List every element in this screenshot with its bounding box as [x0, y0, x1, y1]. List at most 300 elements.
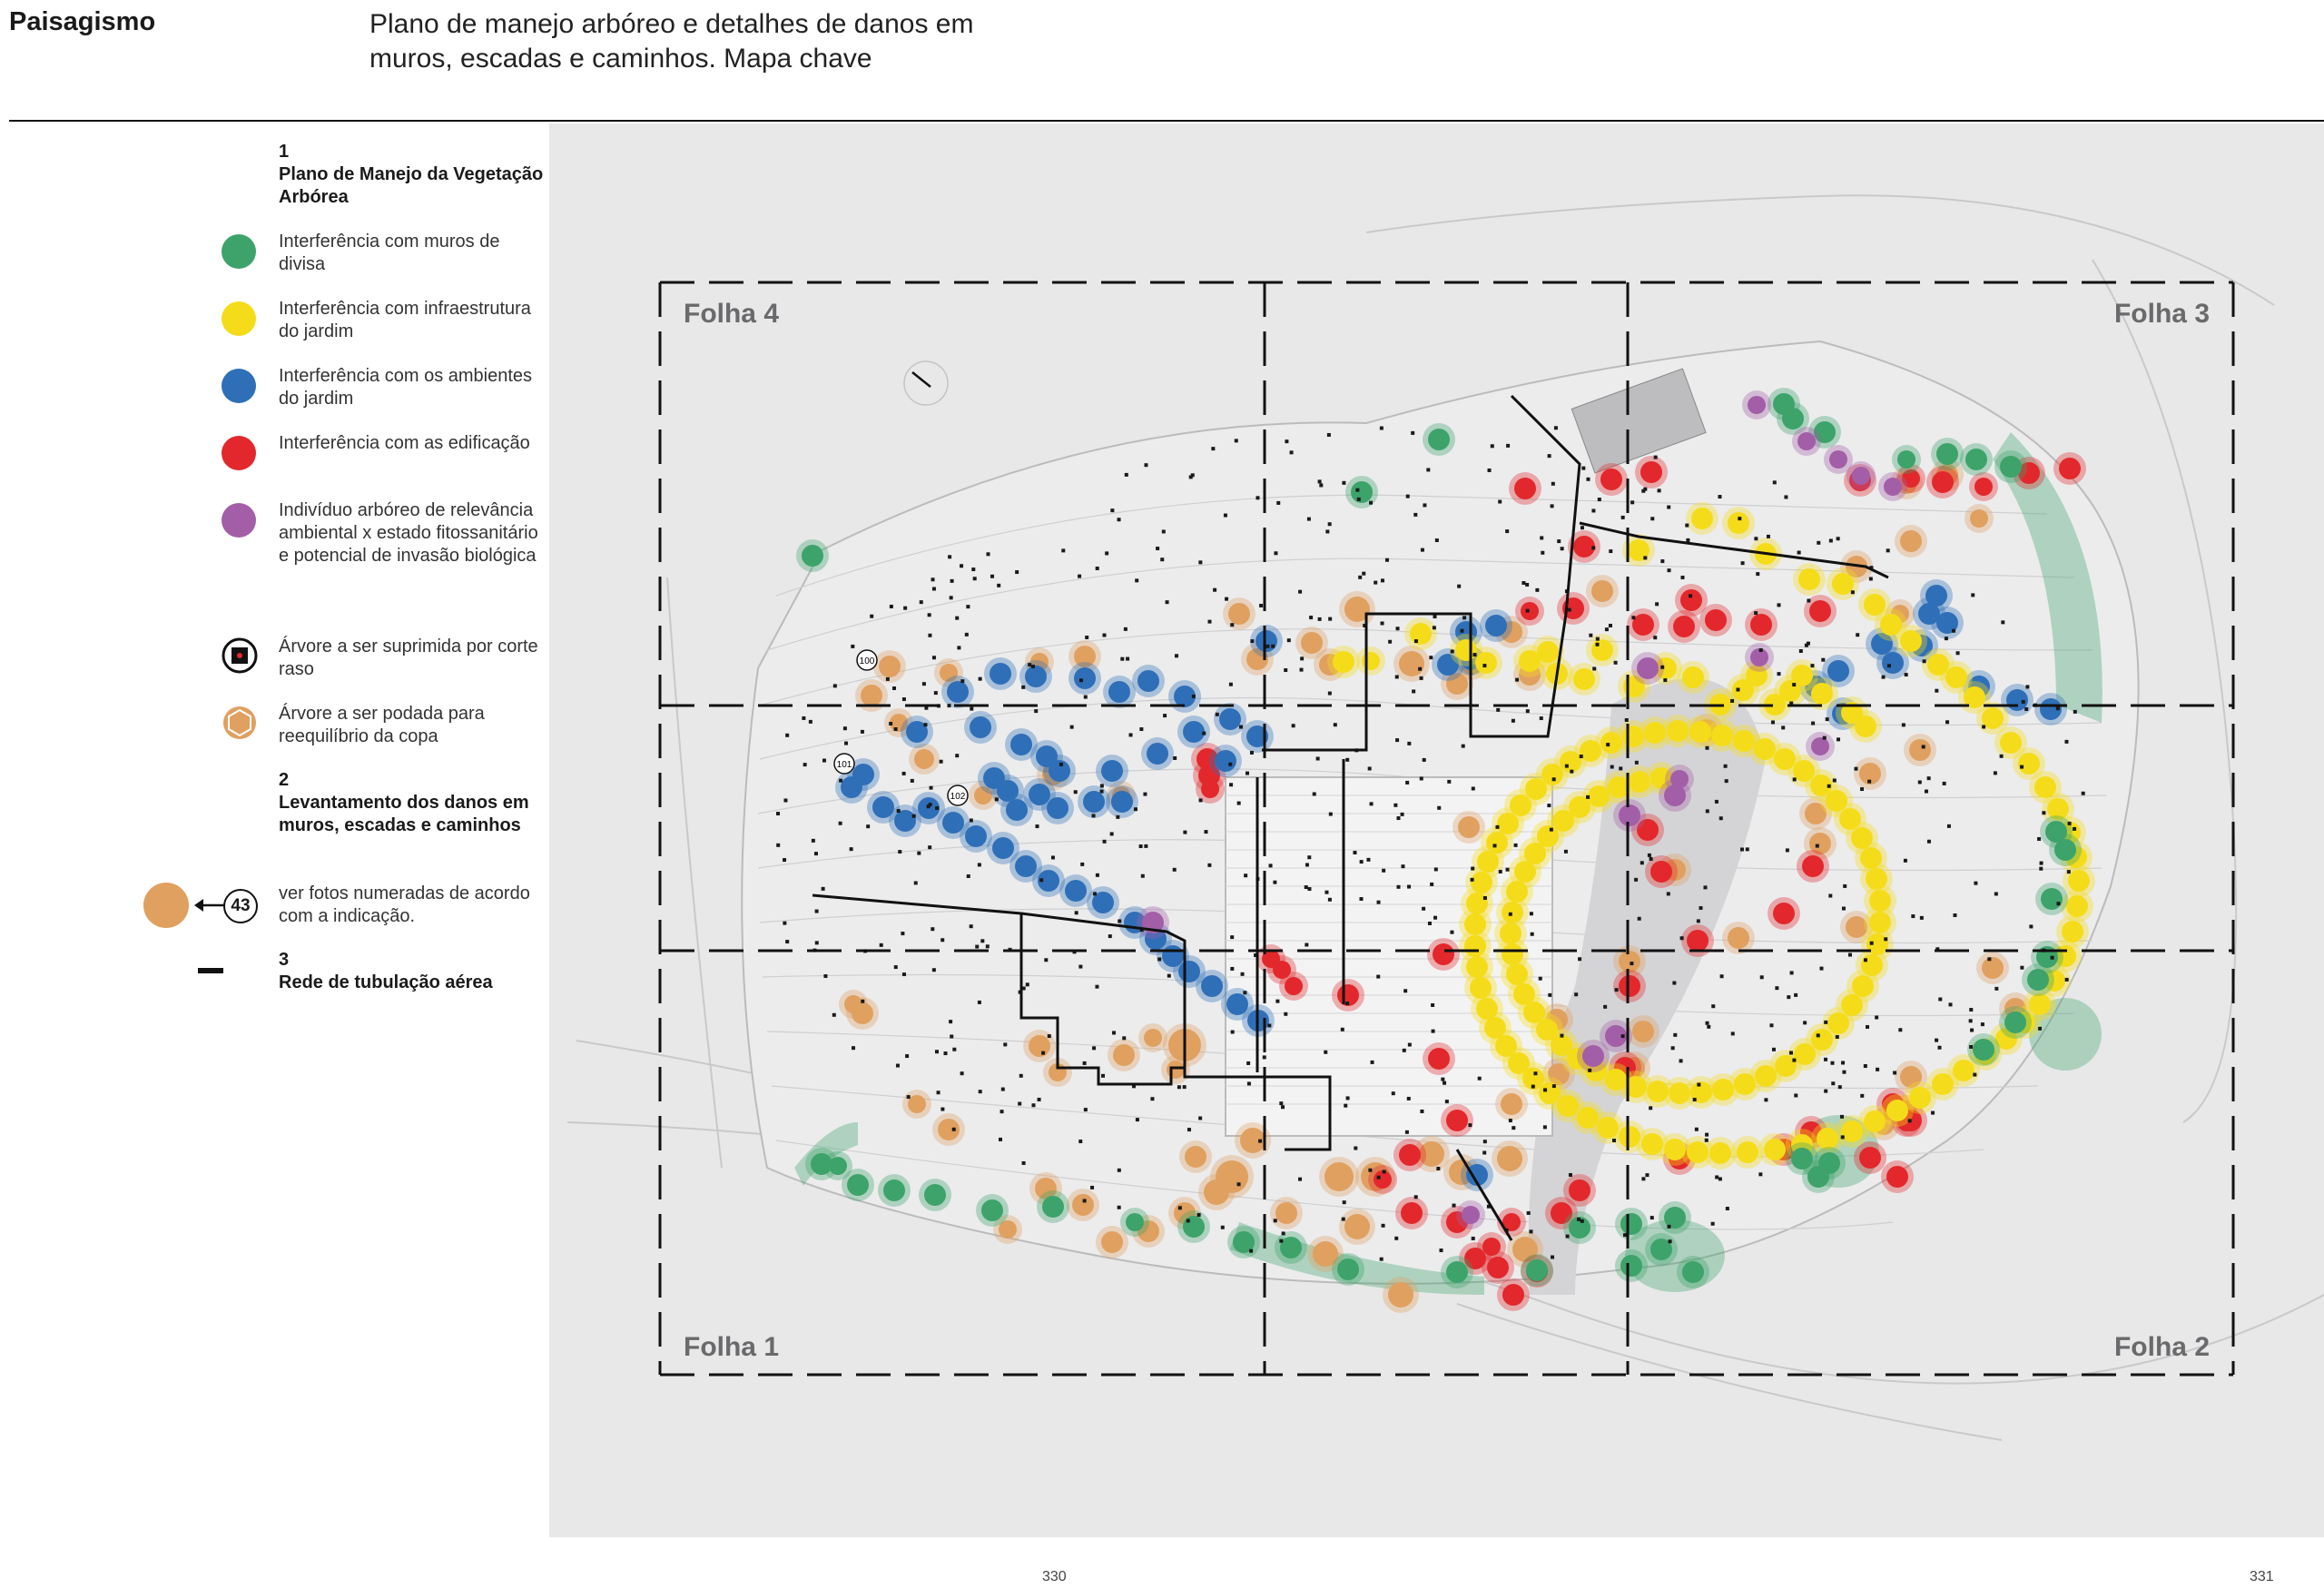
tree-symbol — [1429, 656, 1433, 659]
tree-symbol — [1411, 431, 1414, 435]
tree-marker — [1817, 1128, 1838, 1150]
tree-symbol — [1269, 864, 1273, 867]
tree-symbol — [1581, 467, 1585, 470]
tree-symbol — [1660, 666, 1664, 669]
tree-marker — [1637, 657, 1659, 679]
tree-symbol — [1695, 1128, 1699, 1131]
tree-symbol — [1015, 570, 1019, 574]
tree-symbol — [930, 786, 933, 790]
tree-marker — [1827, 660, 1849, 682]
tree-symbol — [1345, 758, 1349, 762]
tree-symbol — [1823, 736, 1827, 740]
tree-symbol — [1521, 581, 1525, 585]
tree-symbol — [1956, 651, 1960, 655]
tree-marker — [1811, 683, 1833, 705]
tree-symbol — [1274, 551, 1277, 555]
tree-symbol — [1287, 638, 1291, 642]
tree-symbol — [1177, 1085, 1181, 1089]
tree-marker — [1083, 791, 1105, 813]
tree-marker — [965, 825, 987, 847]
tree-marker — [1126, 1213, 1144, 1231]
tree-symbol — [971, 568, 975, 571]
tree-symbol — [1435, 538, 1439, 542]
tree-marker — [1900, 630, 1922, 652]
tree-symbol — [1031, 1103, 1035, 1107]
tree-symbol — [1509, 913, 1512, 916]
tree-symbol — [1085, 636, 1088, 639]
tree-symbol — [1471, 867, 1474, 871]
tree-symbol — [1110, 832, 1114, 835]
tree-symbol — [1715, 1175, 1718, 1179]
tree-symbol — [1274, 1219, 1277, 1222]
tree-removal-icon — [222, 637, 258, 674]
tree-symbol — [1144, 844, 1147, 848]
tree-marker — [1620, 1213, 1642, 1235]
tree-marker — [1632, 1021, 1654, 1042]
tree-symbol — [2038, 1027, 2042, 1031]
tree-marker — [1882, 652, 1904, 674]
tree-symbol — [889, 722, 892, 725]
tree-symbol — [1693, 1098, 1697, 1101]
tree-marker — [1351, 481, 1373, 503]
tree-symbol — [1754, 611, 1758, 615]
tree-symbol — [1160, 558, 1164, 561]
tree-pruning-icon — [222, 705, 258, 741]
tree-symbol — [1482, 1150, 1486, 1154]
legend-orange-dot — [143, 883, 189, 928]
tree-symbol — [1554, 426, 1558, 429]
tree-symbol — [978, 863, 981, 866]
legend-yellow-dot — [222, 301, 256, 336]
tree-symbol — [822, 759, 826, 763]
tree-marker — [914, 749, 934, 769]
tree-symbol — [1228, 763, 1232, 766]
tree-symbol — [1173, 868, 1177, 872]
tree-symbol — [1207, 864, 1211, 867]
tree-symbol — [944, 1051, 948, 1055]
tree-symbol — [1738, 517, 1741, 520]
tree-marker — [1228, 603, 1250, 625]
tree-symbol — [1430, 883, 1433, 886]
tree-symbol — [852, 1046, 855, 1050]
tree-symbol — [1382, 869, 1385, 873]
tree-symbol — [1452, 1204, 1456, 1208]
tree-symbol — [1483, 896, 1487, 900]
tree-symbol — [2025, 685, 2029, 688]
tree-marker — [1111, 791, 1133, 813]
tree-marker — [1750, 614, 1772, 636]
tree-symbol — [1343, 1200, 1346, 1204]
tree-symbol — [1569, 1173, 1572, 1177]
tree-symbol — [970, 818, 973, 822]
tree-symbol — [1592, 666, 1596, 670]
tree-marker — [992, 837, 1014, 859]
tree-symbol — [1100, 790, 1104, 794]
tree-symbol — [1358, 576, 1362, 579]
tree-symbol — [1759, 648, 1763, 652]
tree-symbol — [785, 940, 789, 943]
page-number-right: 331 — [2250, 1569, 2274, 1584]
tree-symbol — [1432, 1030, 1435, 1033]
tree-symbol — [1614, 661, 1618, 665]
tree-symbol — [1707, 1025, 1710, 1029]
tree-symbol — [935, 806, 939, 810]
tree-symbol — [1126, 657, 1129, 661]
tree-symbol — [1298, 590, 1302, 594]
tree-symbol — [1396, 627, 1400, 630]
tree-symbol — [1191, 473, 1195, 477]
tree-symbol — [2051, 956, 2054, 960]
tree-symbol — [1276, 501, 1280, 505]
tree-symbol — [902, 972, 906, 976]
tree-symbol — [952, 1128, 956, 1131]
tree-marker — [990, 663, 1011, 685]
tree-symbol — [1120, 657, 1124, 661]
tree-symbol — [1324, 1051, 1327, 1054]
page-number-left: 330 — [1042, 1569, 1067, 1584]
legend-item-green: Interferência com muros de divisa — [279, 232, 500, 274]
tree-symbol — [1198, 1117, 1202, 1120]
tree-marker — [1502, 1284, 1524, 1306]
tree-marker — [1015, 855, 1037, 877]
tree-symbol — [1655, 602, 1659, 606]
tree-symbol — [1369, 501, 1373, 505]
tree-marker — [1918, 603, 1940, 625]
tree-symbol — [1018, 1102, 1021, 1106]
tree-symbol — [1530, 912, 1533, 915]
tree-marker — [1337, 1258, 1359, 1280]
tree-symbol — [1672, 982, 1676, 985]
small-label-101 — [834, 754, 854, 774]
tree-symbol — [1947, 824, 1951, 828]
tree-symbol — [2000, 755, 2004, 758]
tree-symbol — [1552, 1084, 1556, 1088]
tree-symbol — [922, 682, 926, 686]
tree-symbol — [1938, 1046, 1942, 1050]
page-title: Plano de manejo arbóreo e detalhes de danos em muros, escadas e caminhos. Mapa chave — [369, 9, 974, 74]
tree-symbol — [947, 704, 950, 707]
tree-symbol — [1884, 937, 1887, 941]
tree-symbol — [1663, 678, 1667, 682]
tree-marker — [841, 776, 862, 798]
tree-symbol — [1851, 590, 1855, 594]
tree-symbol — [1237, 802, 1241, 805]
tree-symbol — [1767, 535, 1770, 538]
tree-symbol — [1376, 975, 1380, 979]
tree-symbol — [935, 1050, 939, 1053]
tree-marker — [1691, 508, 1713, 529]
tree-symbol — [783, 858, 786, 862]
tree-marker — [1728, 927, 1749, 949]
tree-symbol — [1860, 787, 1864, 791]
legend-group3-number: 3 — [279, 950, 290, 970]
tree-symbol — [940, 938, 944, 942]
tree-symbol — [1096, 567, 1099, 570]
tree-symbol — [1811, 722, 1815, 725]
tree-symbol — [1794, 993, 1797, 997]
tree-marker — [1970, 509, 1988, 528]
tree-symbol — [2068, 822, 2072, 825]
tree-marker — [1884, 478, 1902, 496]
tree-symbol — [1505, 529, 1509, 533]
tree-symbol — [1777, 672, 1781, 676]
tree-symbol — [1316, 756, 1320, 760]
tree-symbol — [1840, 1115, 1844, 1119]
tree-symbol — [1405, 781, 1409, 785]
tree-symbol — [1971, 593, 1974, 597]
tree-symbol — [1328, 617, 1332, 621]
tree-symbol — [861, 730, 864, 734]
tree-symbol — [1621, 516, 1625, 519]
tree-symbol — [1451, 649, 1454, 653]
tree-symbol — [1491, 444, 1494, 448]
tree-symbol — [1420, 1110, 1423, 1113]
tree-symbol — [1680, 936, 1684, 940]
legend-photo-text: ver fotos numeradas de acordo com a indicação. — [279, 883, 530, 926]
tree-marker — [1973, 1039, 1994, 1061]
tree-symbol — [1139, 844, 1143, 848]
tree-symbol — [1401, 864, 1404, 868]
tree-symbol — [1821, 658, 1825, 662]
tree-symbol — [1635, 761, 1639, 765]
tree-marker — [1620, 1255, 1642, 1277]
tree-marker — [1147, 743, 1168, 765]
tree-marker — [1569, 1179, 1590, 1201]
tree-marker — [1183, 1216, 1205, 1238]
tree-symbol — [1300, 668, 1304, 672]
tree-marker — [1974, 478, 1993, 496]
tree-symbol — [1841, 1061, 1845, 1064]
tree-symbol — [1342, 1218, 1345, 1221]
tree-symbol — [932, 587, 936, 590]
tree-symbol — [2020, 765, 2024, 769]
tree-symbol — [1093, 892, 1097, 895]
tree-symbol — [1969, 1008, 1973, 1012]
tree-symbol — [1860, 1094, 1864, 1098]
tree-marker — [1047, 797, 1068, 819]
tree-symbol — [1078, 1140, 1082, 1143]
tree-marker — [1687, 930, 1709, 952]
tree-symbol — [1370, 802, 1374, 805]
tree-symbol — [1392, 1091, 1395, 1095]
tree-symbol — [1246, 772, 1249, 775]
tree-symbol — [1318, 617, 1322, 621]
tree-marker — [1936, 443, 1958, 465]
tree-symbol — [1496, 708, 1500, 712]
tree-marker — [1144, 1029, 1162, 1047]
tree-symbol — [1589, 634, 1592, 637]
tree-symbol — [1197, 1213, 1201, 1217]
tree-symbol — [1230, 623, 1234, 627]
tree-marker — [1072, 1194, 1094, 1216]
tree-symbol — [1092, 814, 1096, 817]
sheet-label-folha-1: Folha 1 — [684, 1332, 780, 1362]
tree-symbol — [1703, 885, 1707, 889]
tree-symbol — [1204, 830, 1207, 834]
tree-symbol — [1829, 538, 1833, 542]
tree-symbol — [1134, 807, 1137, 811]
tree-symbol — [1105, 551, 1108, 555]
tree-symbol — [1689, 594, 1692, 597]
tree-symbol — [923, 723, 927, 726]
tree-symbol — [870, 615, 873, 618]
tree-symbol — [1630, 962, 1633, 965]
tree-symbol — [1175, 654, 1178, 657]
tree-symbol — [1923, 659, 1926, 663]
tree-symbol — [1166, 600, 1169, 604]
tree-symbol — [1725, 779, 1728, 783]
tree-symbol — [1603, 1005, 1607, 1009]
tree-symbol — [1515, 678, 1519, 682]
tree-symbol — [1478, 1077, 1482, 1081]
tree-symbol — [1902, 723, 1905, 726]
tree-symbol — [980, 939, 984, 943]
tree-symbol — [970, 707, 973, 711]
tree-symbol — [1680, 576, 1684, 579]
tree-symbol — [1061, 548, 1065, 552]
tree-symbol — [1394, 1237, 1398, 1240]
tree-symbol — [1388, 640, 1392, 644]
tree-symbol — [1022, 1161, 1026, 1165]
tree-symbol — [1667, 892, 1670, 895]
tree-symbol — [1570, 770, 1573, 774]
tree-symbol — [1789, 1051, 1793, 1054]
tree-symbol — [2024, 707, 2028, 711]
tree-symbol — [1621, 1034, 1625, 1038]
tree-symbol — [1083, 1199, 1087, 1202]
tree-symbol — [1882, 676, 1886, 679]
tree-symbol — [1249, 1249, 1253, 1253]
tree-symbol — [1535, 588, 1539, 592]
tree-marker — [1841, 1120, 1863, 1142]
tree-symbol — [1905, 673, 1908, 676]
tree-symbol — [1598, 498, 1601, 501]
tree-symbol — [1668, 568, 1671, 572]
tree-symbol — [1035, 824, 1039, 828]
tree-symbol — [1298, 1178, 1302, 1181]
tree-symbol — [1669, 1239, 1672, 1243]
tree-marker — [1514, 478, 1536, 499]
tree-symbol — [1643, 488, 1647, 491]
tree-symbol — [1551, 1256, 1554, 1259]
tree-marker — [1285, 977, 1303, 995]
tree-symbol — [2037, 837, 2041, 841]
tree-symbol — [1719, 816, 1723, 820]
tree-symbol — [1609, 549, 1612, 553]
tree-symbol — [1493, 844, 1497, 847]
tree-symbol — [1341, 1028, 1344, 1031]
tree-symbol — [1547, 804, 1551, 807]
tree-symbol — [901, 932, 904, 935]
tree-marker — [1029, 1035, 1050, 1057]
tree-symbol — [1531, 1085, 1535, 1089]
tree-symbol — [1756, 572, 1759, 576]
tree-symbol — [948, 555, 951, 558]
tree-symbol — [1697, 1083, 1700, 1087]
tree-symbol — [1225, 597, 1228, 601]
tree-symbol — [1207, 620, 1211, 624]
tree-marker — [1673, 616, 1695, 637]
tree-symbol — [1581, 526, 1584, 529]
tree-symbol — [1509, 1119, 1512, 1122]
tree-symbol — [1826, 717, 1829, 721]
tree-marker — [1521, 602, 1539, 620]
tree-marker — [1705, 609, 1727, 631]
tree-symbol — [1711, 1222, 1715, 1226]
tree-marker — [1728, 512, 1749, 534]
tree-symbol — [1586, 795, 1590, 799]
tree-marker — [1526, 1259, 1548, 1281]
tree-symbol — [1908, 1119, 1912, 1122]
tree-symbol — [1565, 765, 1569, 768]
tree-symbol — [1380, 427, 1384, 430]
tree-symbol — [1345, 1002, 1349, 1005]
tree-symbol — [1282, 1231, 1285, 1235]
tree-symbol — [1374, 581, 1377, 585]
tree-symbol — [1552, 777, 1556, 781]
tree-symbol — [1412, 689, 1415, 693]
tree-symbol — [1810, 664, 1814, 667]
tree-symbol — [1726, 1207, 1729, 1210]
tree-symbol — [1265, 645, 1269, 648]
tree-symbol — [1658, 489, 1661, 492]
tree-symbol — [1039, 878, 1043, 882]
tree-marker — [1501, 1093, 1522, 1115]
tree-symbol — [1112, 1031, 1116, 1034]
tree-symbol — [1041, 1051, 1045, 1055]
tree-symbol — [1423, 503, 1426, 507]
small-label-102 — [948, 785, 968, 805]
tree-symbol — [1667, 506, 1670, 509]
tree-marker — [1897, 450, 1915, 469]
tree-symbol — [1247, 1081, 1251, 1085]
tree-symbol — [843, 726, 847, 730]
tree-symbol — [1720, 974, 1724, 978]
tree-symbol — [1711, 1004, 1715, 1008]
tree-symbol — [1084, 696, 1088, 699]
tree-marker — [1909, 739, 1931, 761]
tree-symbol — [1284, 668, 1287, 672]
tree-marker — [1410, 623, 1432, 645]
tree-marker — [1619, 951, 1640, 972]
legend-group1-number: 1 — [279, 142, 290, 162]
tree-symbol — [1230, 967, 1234, 971]
tree-marker — [1582, 1045, 1604, 1067]
legend-blue-dot — [222, 369, 256, 403]
tree-symbol — [1893, 1071, 1896, 1074]
tree-symbol — [1581, 1219, 1584, 1223]
tree-symbol — [1026, 982, 1029, 986]
tree-symbol — [1192, 695, 1196, 698]
tree-symbol — [1445, 1100, 1449, 1103]
tree-symbol — [1279, 1239, 1283, 1243]
tree-symbol — [1259, 604, 1263, 607]
tree-symbol — [1686, 538, 1689, 542]
tree-symbol — [1075, 911, 1078, 914]
tree-symbol — [1514, 844, 1518, 847]
tree-symbol — [1433, 916, 1437, 920]
tree-symbol — [1407, 885, 1411, 889]
tree-symbol — [812, 839, 815, 843]
tree-symbol — [1867, 780, 1871, 784]
tree-symbol — [1498, 500, 1502, 504]
tree-marker — [1859, 1147, 1881, 1169]
tree-marker — [1764, 1139, 1786, 1160]
tree-symbol — [1103, 840, 1107, 844]
tree-symbol — [1952, 629, 1955, 633]
legend-group2-title: Levantamento dos danos em muros, escadas e caminhos — [279, 793, 529, 835]
tree-symbol — [1300, 656, 1304, 660]
